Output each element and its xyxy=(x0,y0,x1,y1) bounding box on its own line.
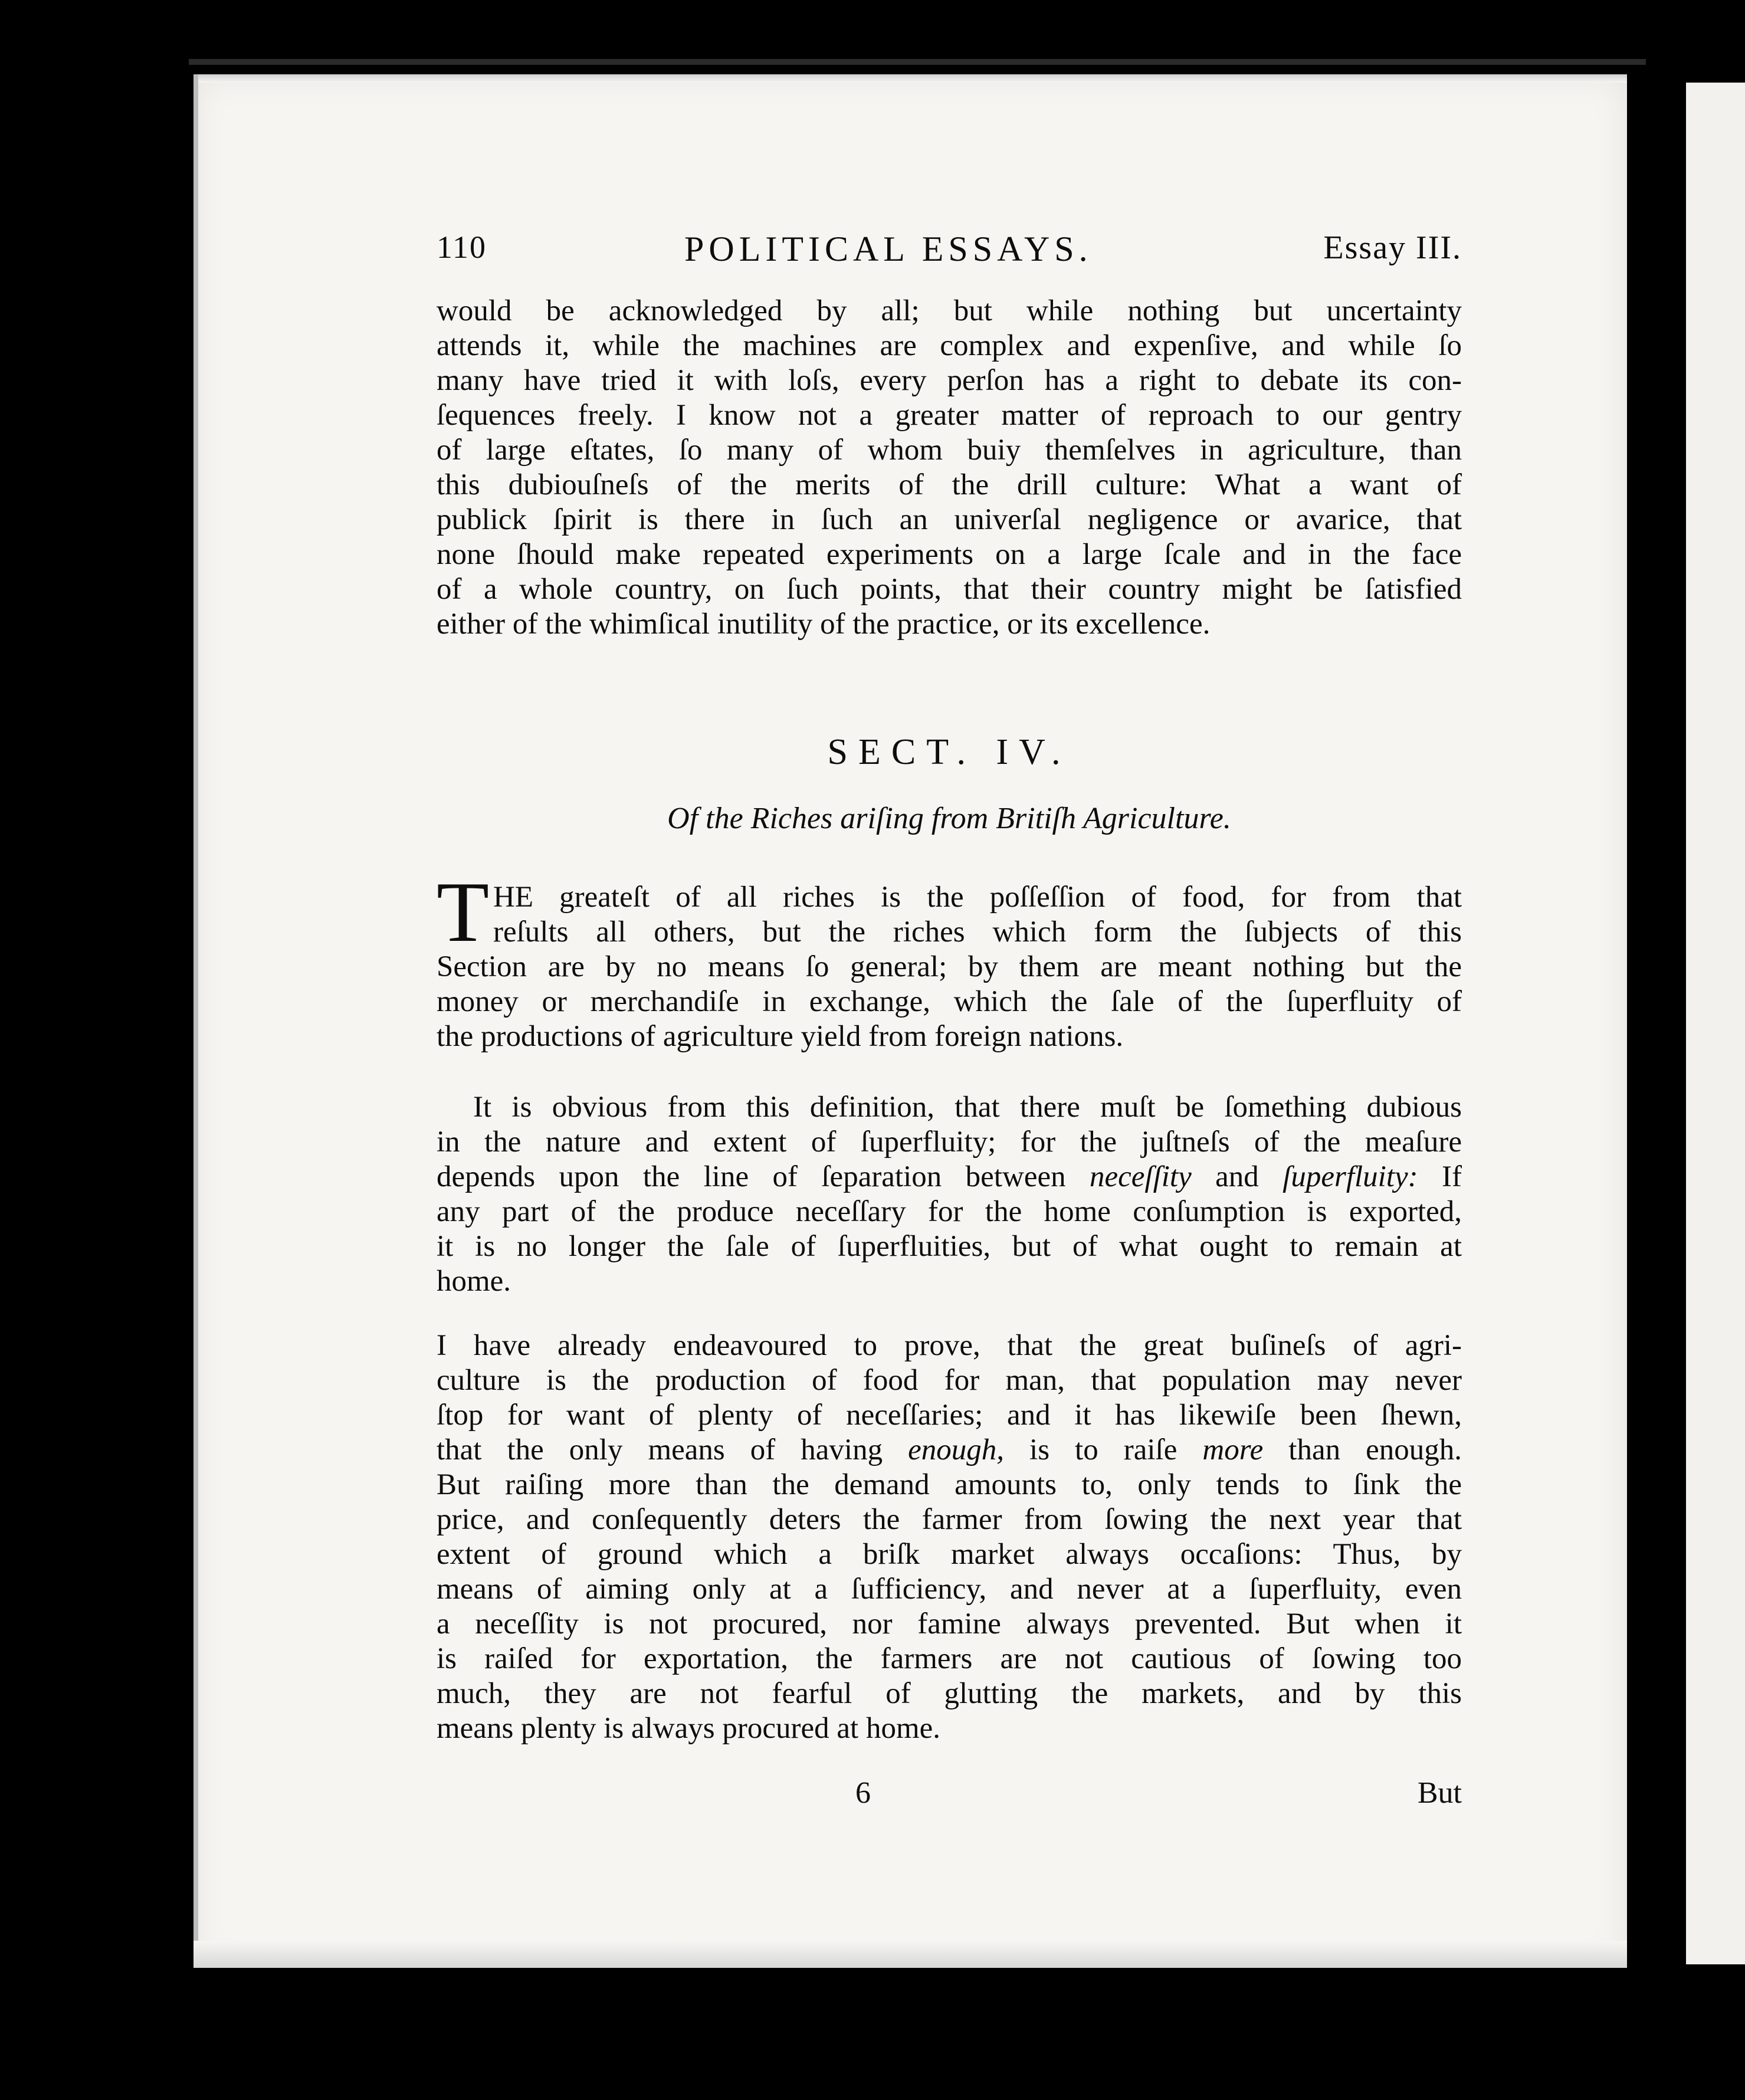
essay-label: Essay III. xyxy=(1323,229,1462,266)
text-line: the productions of agriculture yield from foreign nations. xyxy=(437,1020,1124,1053)
text-line: price, and conſequently deters the farmer from ſowing the next year that xyxy=(437,1503,1462,1536)
text-line: reſults all others, but the riches which form the ſubjects of this xyxy=(493,916,1462,949)
running-header xyxy=(437,229,1462,276)
page-number: 110 xyxy=(437,229,487,265)
italic-term: more xyxy=(1202,1433,1264,1466)
italic-term: neceſſity xyxy=(1090,1160,1192,1193)
text-line: much, they are not fearful of glutting the markets, and by this xyxy=(437,1677,1462,1710)
text-line: that the only means of having enough, is to raiſe more than enough. xyxy=(437,1433,1462,1466)
italic-term: ſuperfluity: xyxy=(1282,1160,1418,1193)
text-line: a neceſſity is not procured, nor famine always prevented. But when it xyxy=(437,1607,1462,1640)
text-line: any part of the produce neceſſary for the home conſumption is exported, xyxy=(437,1195,1462,1228)
page-left-edge xyxy=(193,74,198,1968)
text-line: many have tried it with loſs, every perſon has a right to debate its con- xyxy=(437,364,1462,397)
text-line: means of aiming only at a ſufficiency, and never at a ſuperfluity, even xyxy=(437,1573,1462,1606)
page-top-edge xyxy=(193,74,1627,83)
drop-cap: T xyxy=(437,864,490,960)
text-line: is raiſed for exportation, the farmers are not cautious of ſowing too xyxy=(437,1642,1462,1675)
running-title: POLITICAL ESSAYS. xyxy=(684,229,1093,268)
text-line: ſtop for want of plenty of neceſſaries; and it has likewiſe been ſhewn, xyxy=(437,1399,1462,1432)
text-line: none ſhould make repeated experiments on a large ſcale and in the face xyxy=(437,538,1462,571)
text-line: of large eſtates, ſo many of whom buiy themſelves in agriculture, than xyxy=(437,434,1462,467)
text-line: I have already endeavoured to prove, that the great buſineſs of agri- xyxy=(437,1329,1462,1362)
facing-page-edge xyxy=(1686,83,1745,1964)
text-line: money or merchandiſe in exchange, which the ſale of the ſuperfluity of xyxy=(437,985,1462,1018)
text-line: this dubiouſneſs of the merits of the drill culture: What a want of xyxy=(437,468,1462,501)
text-line: would be acknowledged by all; but while nothing but uncertainty xyxy=(437,294,1462,327)
italic-term: enough, xyxy=(908,1433,1005,1466)
page-footer xyxy=(437,1776,1462,1811)
book-gutter xyxy=(1627,65,1686,1976)
text-line: either of the whimſical inutility of the practice, or its excellence. xyxy=(437,608,1211,641)
section-subtitle: Of the Riches ariſing from Britiſh Agriculture. xyxy=(667,802,1231,835)
section-heading: SECT. IV. xyxy=(827,732,1071,772)
intro-paragraph xyxy=(437,294,1462,642)
signature-mark: 6 xyxy=(855,1776,871,1810)
text-line: means plenty is always procured at home. xyxy=(437,1712,941,1745)
paragraph-business xyxy=(437,1328,1462,1746)
paragraph-definition xyxy=(437,1090,1462,1299)
text-line: of a whole country, on ſuch points, that their country might be ſatisfied xyxy=(437,573,1462,606)
text-line: it is no longer the ſale of ſuperfluities, but of what ought to remain at xyxy=(437,1230,1462,1263)
text-line: culture is the production of food for man, that population may never xyxy=(437,1364,1462,1397)
page-frame-line xyxy=(189,59,1646,65)
text-line: extent of ground which a briſk market always occaſions: Thus, by xyxy=(437,1538,1462,1571)
text-line: attends it, while the machines are complex and expenſive, and while ſo xyxy=(437,329,1462,362)
text-line: depends upon the line of ſeparation between neceſſity and ſuperfluity: If xyxy=(437,1160,1462,1193)
page-bottom-shadow xyxy=(193,1941,1627,1968)
text-line: publick ſpirit is there in ſuch an univerſal negligence or avarice, that xyxy=(437,503,1462,536)
text-line: Section are by no means ſo general; by them are meant nothing but the xyxy=(437,950,1462,983)
text-line: home. xyxy=(437,1265,511,1298)
text-line: in the nature and extent of ſuperfluity; for the juſtneſs of the meaſure xyxy=(437,1126,1462,1159)
text-line: ſequences freely. I know not a greater matter of reproach to our gentry xyxy=(437,399,1462,432)
catchword: But xyxy=(1417,1776,1462,1810)
paragraph-riches xyxy=(437,880,1462,1054)
text-line: It is obvious from this definition, that there muſt be ſomething dubious xyxy=(473,1091,1462,1124)
text-line: But raiſing more than the demand amounts to, only tends to ſink the xyxy=(437,1468,1462,1501)
text-line: HE greateſt of all riches is the poſſeſſion of food, for from that xyxy=(493,881,1462,914)
